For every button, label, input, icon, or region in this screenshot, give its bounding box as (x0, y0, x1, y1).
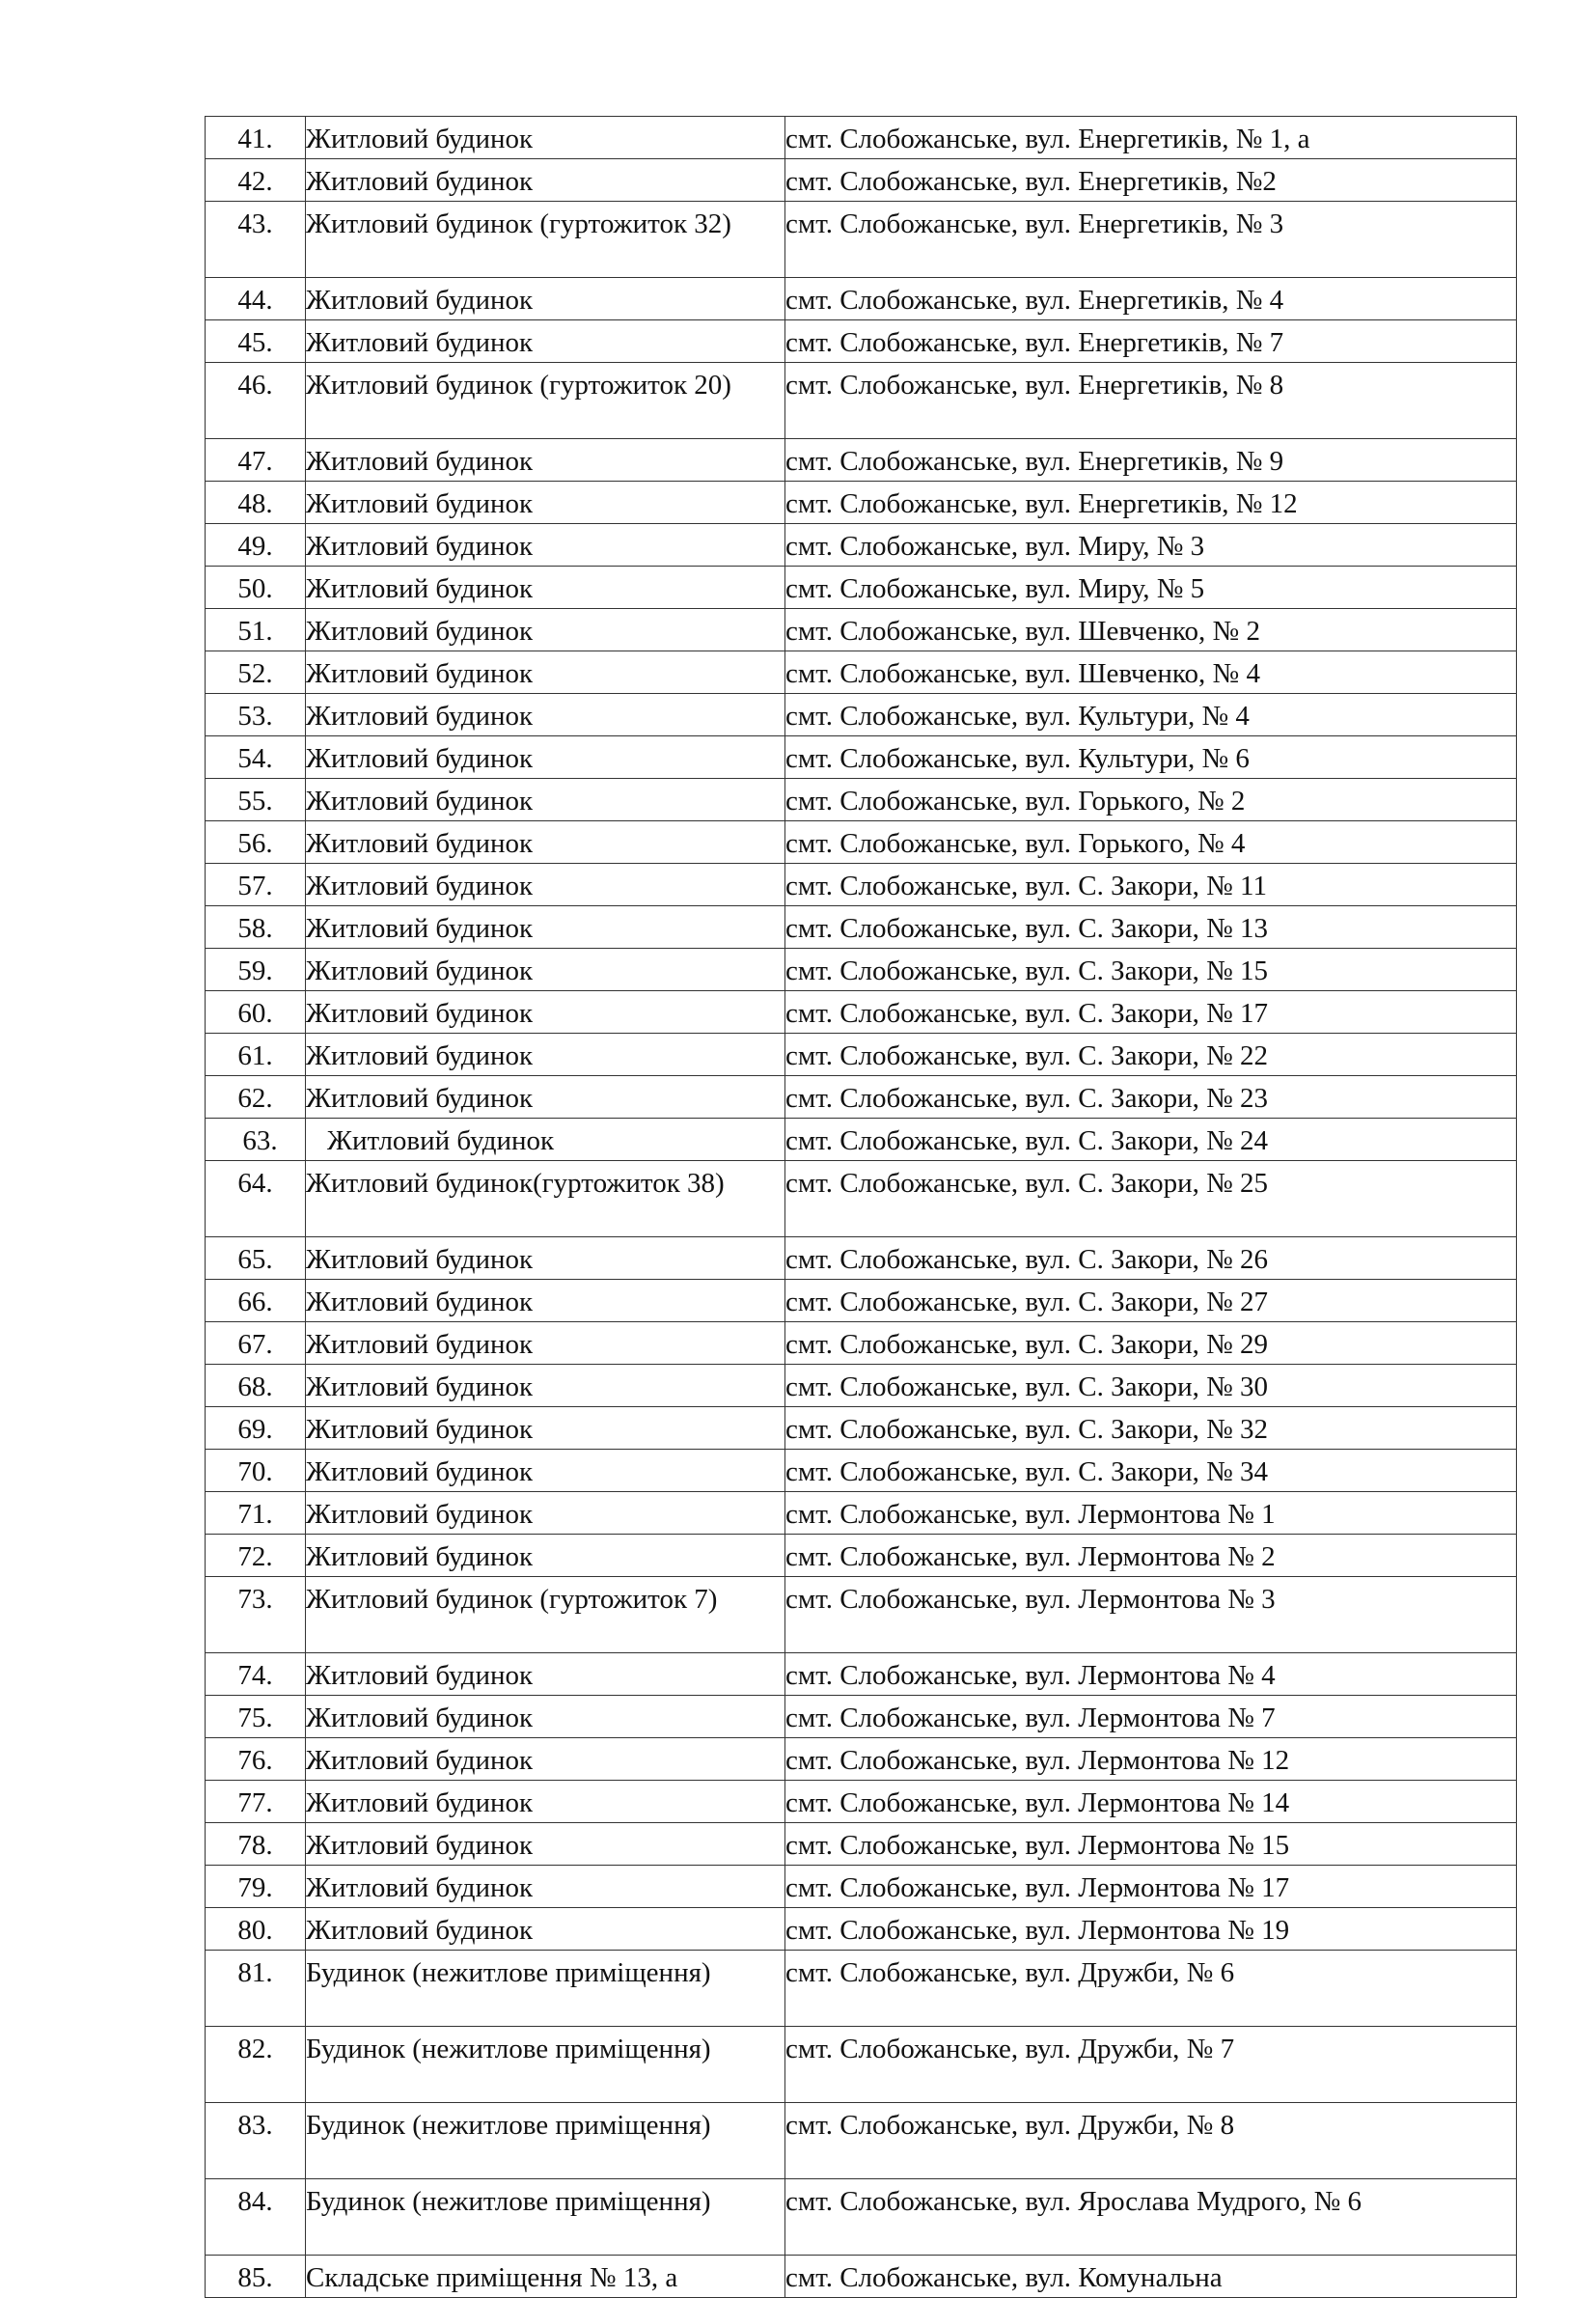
table-row (206, 906, 1517, 949)
table-row (206, 363, 1517, 439)
row-number-cell: 83. (206, 2103, 306, 2179)
row-number-cell: 44. (206, 278, 306, 320)
address-cell: смт. Слобожанське, вул. С. Закори, № 25 (785, 1161, 1517, 1237)
table-row (206, 1076, 1517, 1119)
table-row (206, 1535, 1517, 1577)
object-name-cell: Житловий будинок (306, 1866, 785, 1908)
object-name-cell: Житловий будинок (306, 1076, 785, 1119)
row-number-cell: 62. (206, 1076, 306, 1119)
table-row (206, 1119, 1517, 1161)
object-name-cell: Житловий будинок (гуртожиток 7) (306, 1577, 785, 1653)
row-number-cell: 56. (206, 821, 306, 864)
address-cell: смт. Слобожанське, вул. С. Закори, № 23 (785, 1076, 1517, 1119)
table-row (206, 320, 1517, 363)
address-cell: смт. Слобожанське, вул. Культури, № 6 (785, 736, 1517, 779)
row-number-cell: 82. (206, 2027, 306, 2103)
address-cell: смт. Слобожанське, вул. Лермонтова № 4 (785, 1653, 1517, 1696)
address-cell: смт. Слобожанське, вул. Енергетиків, № 1, а (785, 117, 1517, 159)
table-row (206, 1280, 1517, 1322)
table-row (206, 1866, 1517, 1908)
table-row (206, 694, 1517, 736)
address-cell: смт. Слобожанське, вул. Культури, № 4 (785, 694, 1517, 736)
address-cell: смт. Слобожанське, вул. Енергетиків, № 3 (785, 202, 1517, 278)
table-row (206, 159, 1517, 202)
table-row (206, 1823, 1517, 1866)
table-row (206, 1781, 1517, 1823)
row-number-cell: 78. (206, 1823, 306, 1866)
object-name-cell: Житловий будинок (306, 821, 785, 864)
object-name-cell: Житловий будинок (306, 651, 785, 694)
address-cell: смт. Слобожанське, вул. С. Закори, № 29 (785, 1322, 1517, 1365)
table-row (206, 1034, 1517, 1076)
object-name-cell: Житловий будинок (306, 1653, 785, 1696)
row-number-cell: 42. (206, 159, 306, 202)
row-number-cell: 53. (206, 694, 306, 736)
table-row (206, 1951, 1517, 2027)
address-cell: смт. Слобожанське, вул. С. Закори, № 15 (785, 949, 1517, 991)
object-name-cell: Житловий будинок (306, 1407, 785, 1450)
address-cell: смт. Слобожанське, вул. Лермонтова № 14 (785, 1781, 1517, 1823)
table-row (206, 1492, 1517, 1535)
table-row (206, 482, 1517, 524)
table-row (206, 1365, 1517, 1407)
row-number-cell: 65. (206, 1237, 306, 1280)
property-table-body (206, 117, 1517, 2298)
table-row (206, 278, 1517, 320)
object-name-cell: Житловий будинок (306, 567, 785, 609)
object-name-cell: Житловий будинок (306, 1823, 785, 1866)
address-cell: смт. Слобожанське, вул. С. Закори, № 11 (785, 864, 1517, 906)
table-row (206, 779, 1517, 821)
address-cell: смт. Слобожанське, вул. Енергетиків, № 7 (785, 320, 1517, 363)
address-cell: смт. Слобожанське, вул. Лермонтова № 15 (785, 1823, 1517, 1866)
row-number-cell: 48. (206, 482, 306, 524)
object-name-cell: Житловий будинок (306, 439, 785, 482)
address-cell: смт. Слобожанське, вул. Горького, № 4 (785, 821, 1517, 864)
address-cell: смт. Слобожанське, вул. С. Закори, № 17 (785, 991, 1517, 1034)
object-name-cell: Житловий будинок (306, 694, 785, 736)
table-row (206, 2103, 1517, 2179)
address-cell: смт. Слобожанське, вул. Дружби, № 7 (785, 2027, 1517, 2103)
table-row (206, 651, 1517, 694)
object-name-cell: Житловий будинок (306, 159, 785, 202)
address-cell: смт. Слобожанське, вул. Лермонтова № 2 (785, 1535, 1517, 1577)
address-cell: смт. Слобожанське, вул. Миру, № 3 (785, 524, 1517, 567)
address-cell: смт. Слобожанське, вул. Ярослава Мудрого, № 6 (785, 2179, 1517, 2256)
document-page (205, 116, 1517, 2298)
row-number-cell: 68. (206, 1365, 306, 1407)
object-name-cell: Житловий будинок (306, 117, 785, 159)
address-cell: смт. Слобожанське, вул. Комунальна (785, 2256, 1517, 2298)
table-row (206, 1653, 1517, 1696)
object-name-cell: Житловий будинок (306, 864, 785, 906)
address-cell: смт. Слобожанське, вул. Лермонтова № 19 (785, 1908, 1517, 1951)
address-cell: смт. Слобожанське, вул. С. Закори, № 22 (785, 1034, 1517, 1076)
address-cell: смт. Слобожанське, вул. С. Закори, № 32 (785, 1407, 1517, 1450)
row-number-cell: 54. (206, 736, 306, 779)
address-cell: смт. Слобожанське, вул. Енергетиків, № 12 (785, 482, 1517, 524)
row-number-cell: 43. (206, 202, 306, 278)
row-number-cell: 51. (206, 609, 306, 651)
address-cell: смт. Слобожанське, вул. Лермонтова № 7 (785, 1696, 1517, 1738)
table-row (206, 2256, 1517, 2298)
table-row (206, 949, 1517, 991)
row-number-cell: 50. (206, 567, 306, 609)
address-cell: смт. Слобожанське, вул. Дружби, № 6 (785, 1951, 1517, 2027)
address-cell: смт. Слобожанське, вул. С. Закори, № 34 (785, 1450, 1517, 1492)
object-name-cell: Житловий будинок (306, 991, 785, 1034)
row-number-cell: 61. (206, 1034, 306, 1076)
table-row (206, 1450, 1517, 1492)
address-cell: смт. Слобожанське, вул. Шевченко, № 4 (785, 651, 1517, 694)
row-number-cell: 58. (206, 906, 306, 949)
row-number-cell: 76. (206, 1738, 306, 1781)
row-number-cell: 71. (206, 1492, 306, 1535)
object-name-cell: Житловий будинок (306, 609, 785, 651)
address-cell: смт. Слобожанське, вул. Енергетиків, № 8 (785, 363, 1517, 439)
address-cell: смт. Слобожанське, вул. С. Закори, № 24 (785, 1119, 1517, 1161)
table-row (206, 1577, 1517, 1653)
row-number-cell: 59. (206, 949, 306, 991)
object-name-cell: Житловий будинок (гуртожиток 20) (306, 363, 785, 439)
object-name-cell: Житловий будинок (306, 524, 785, 567)
address-cell: смт. Слобожанське, вул. С. Закори, № 30 (785, 1365, 1517, 1407)
property-table (205, 116, 1517, 2298)
table-row (206, 2179, 1517, 2256)
object-name-cell: Будинок (нежитлове приміщення) (306, 2027, 785, 2103)
row-number-cell: 46. (206, 363, 306, 439)
row-number-cell: 49. (206, 524, 306, 567)
table-row (206, 2027, 1517, 2103)
row-number-cell: 52. (206, 651, 306, 694)
object-name-cell: Будинок (нежитлове приміщення) (306, 1951, 785, 2027)
address-cell: смт. Слобожанське, вул. С. Закори, № 13 (785, 906, 1517, 949)
row-number-cell: 85. (206, 2256, 306, 2298)
table-row (206, 609, 1517, 651)
object-name-cell: Житловий будинок (306, 1738, 785, 1781)
row-number-cell: 66. (206, 1280, 306, 1322)
object-name-cell: Житловий будинок (306, 1322, 785, 1365)
address-cell: смт. Слобожанське, вул. Дружби, № 8 (785, 2103, 1517, 2179)
table-row (206, 864, 1517, 906)
row-number-cell: 64. (206, 1161, 306, 1237)
row-number-cell: 72. (206, 1535, 306, 1577)
object-name-cell: Житловий будинок (306, 906, 785, 949)
address-cell: смт. Слобожанське, вул. Енергетиків, №2 (785, 159, 1517, 202)
object-name-cell: Будинок (нежитлове приміщення) (306, 2179, 785, 2256)
row-number-cell: 74. (206, 1653, 306, 1696)
table-row (206, 202, 1517, 278)
object-name-cell: Житловий будинок(гуртожиток 38) (306, 1161, 785, 1237)
address-cell: смт. Слобожанське, вул. С. Закори, № 26 (785, 1237, 1517, 1280)
table-row (206, 524, 1517, 567)
object-name-cell: Житловий будинок (306, 1781, 785, 1823)
object-name-cell: Житловий будинок (306, 482, 785, 524)
object-name-cell: Житловий будинок (306, 1450, 785, 1492)
address-cell: смт. Слобожанське, вул. С. Закори, № 27 (785, 1280, 1517, 1322)
object-name-cell: Житловий будинок (306, 1119, 785, 1161)
object-name-cell: Житловий будинок (306, 1535, 785, 1577)
table-row (206, 1738, 1517, 1781)
address-cell: смт. Слобожанське, вул. Лермонтова № 1 (785, 1492, 1517, 1535)
row-number-cell: 84. (206, 2179, 306, 2256)
object-name-cell: Житловий будинок (306, 1696, 785, 1738)
object-name-cell: Житловий будинок (306, 320, 785, 363)
row-number-cell: 73. (206, 1577, 306, 1653)
object-name-cell: Житловий будинок (306, 1365, 785, 1407)
address-cell: смт. Слобожанське, вул. Енергетиків, № 4 (785, 278, 1517, 320)
row-number-cell: 80. (206, 1908, 306, 1951)
row-number-cell: 69. (206, 1407, 306, 1450)
table-row (206, 1696, 1517, 1738)
object-name-cell: Житловий будинок (306, 1034, 785, 1076)
object-name-cell: Житловий будинок (306, 949, 785, 991)
object-name-cell: Будинок (нежитлове приміщення) (306, 2103, 785, 2179)
object-name-cell: Житловий будинок (306, 736, 785, 779)
object-name-cell: Житловий будинок (306, 779, 785, 821)
row-number-cell: 77. (206, 1781, 306, 1823)
row-number-cell: 57. (206, 864, 306, 906)
object-name-cell: Житловий будинок (306, 1492, 785, 1535)
table-row (206, 117, 1517, 159)
address-cell: смт. Слобожанське, вул. Лермонтова № 17 (785, 1866, 1517, 1908)
row-number-cell: 81. (206, 1951, 306, 2027)
row-number-cell: 63. (206, 1119, 306, 1161)
row-number-cell: 60. (206, 991, 306, 1034)
address-cell: смт. Слобожанське, вул. Шевченко, № 2 (785, 609, 1517, 651)
table-row (206, 1908, 1517, 1951)
object-name-cell: Житловий будинок (306, 1237, 785, 1280)
address-cell: смт. Слобожанське, вул. Миру, № 5 (785, 567, 1517, 609)
row-number-cell: 55. (206, 779, 306, 821)
row-number-cell: 67. (206, 1322, 306, 1365)
table-row (206, 1407, 1517, 1450)
address-cell: смт. Слобожанське, вул. Енергетиків, № 9 (785, 439, 1517, 482)
row-number-cell: 75. (206, 1696, 306, 1738)
address-cell: смт. Слобожанське, вул. Лермонтова № 3 (785, 1577, 1517, 1653)
table-row (206, 736, 1517, 779)
table-row (206, 991, 1517, 1034)
row-number-cell: 47. (206, 439, 306, 482)
row-number-cell: 70. (206, 1450, 306, 1492)
table-row (206, 821, 1517, 864)
address-cell: смт. Слобожанське, вул. Лермонтова № 12 (785, 1738, 1517, 1781)
address-cell: смт. Слобожанське, вул. Горького, № 2 (785, 779, 1517, 821)
object-name-cell: Житловий будинок (306, 1280, 785, 1322)
object-name-cell: Складське приміщення № 13, а (306, 2256, 785, 2298)
row-number-cell: 45. (206, 320, 306, 363)
object-name-cell: Житловий будинок (306, 278, 785, 320)
table-row (206, 1161, 1517, 1237)
object-name-cell: Житловий будинок (306, 1908, 785, 1951)
row-number-cell: 79. (206, 1866, 306, 1908)
table-row (206, 567, 1517, 609)
object-name-cell: Житловий будинок (гуртожиток 32) (306, 202, 785, 278)
table-row (206, 439, 1517, 482)
row-number-cell: 41. (206, 117, 306, 159)
table-row (206, 1322, 1517, 1365)
table-row (206, 1237, 1517, 1280)
